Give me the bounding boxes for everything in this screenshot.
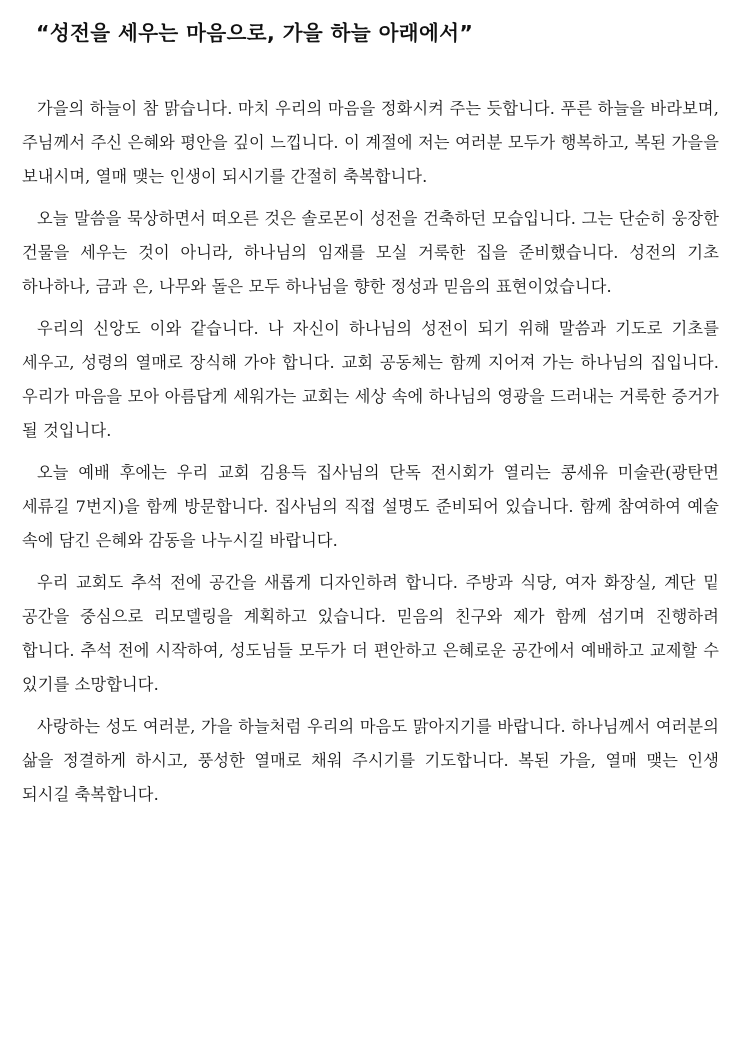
paragraph-4: 오늘 예배 후에는 우리 교회 김용득 집사님의 단독 전시회가 열리는 콩세유 미술관(광탄면 세류길 7번지)을 함께 방문합니다. 집사님의 직접 설명도 준비되어 있습니다. 함께 참여하여 예술 속에 담긴 은혜와 감동을 나누시길 바랍니다. — [22, 463, 719, 550]
document-body — [22, 92, 719, 820]
document-title: “성전을 세우는 마음으로, 가을 하늘 아래에서” — [36, 21, 474, 45]
paragraph-3: 우리의 신앙도 이와 같습니다. 나 자신이 하나님의 성전이 되기 위해 말씀과 기도로 기초를 세우고, 성령의 열매로 장식해 가야 합니다. 교회 공동체는 함께 지어져 가는 하나님의 집입니다. 우리가 마음을 모아 아름답게 세워가는 교회는 세상 속에 하나님의 영광을 드러내는 거룩한 증거가 될 것입니다. — [22, 319, 719, 440]
paragraph-5: 우리 교회도 추석 전에 공간을 새롭게 디자인하려 합니다. 주방과 식당, 여자 화장실, 계단 밑 공간을 중심으로 리모델링을 계획하고 있습니다. 믿음의 친구와 제가 함께 섬기며 진행하려 합니다. 추석 전에 시작하여, 성도님들 모두가 더 편안하고 은혜로운 공간에서 예배하고 교제할 수 있기를 소망합니다. — [22, 573, 719, 694]
paragraph-2: 오늘 말씀을 묵상하면서 떠오른 것은 솔로몬이 성전을 건축하던 모습입니다. 그는 단순히 웅장한 건물을 세우는 것이 아니라, 하나님의 임재를 모실 거룩한 집을 준비했습니다. 성전의 기초 하나하나, 금과 은, 나무와 돌은 모두 하나님을 향한 정성과 믿음의 표현이었습니다. — [22, 209, 719, 296]
paragraph-6: 사랑하는 성도 여러분, 가을 하늘처럼 우리의 마음도 맑아지기를 바랍니다. 하나님께서 여러분의 삶을 정결하게 하시고, 풍성한 열매로 채워 주시기를 기도합니다. 복된 가을, 열매 맺는 인생 되시길 축복합니다. — [22, 717, 719, 804]
paragraph-1: 가을의 하늘이 참 맑습니다. 마치 우리의 마음을 정화시켜 주는 듯합니다. 푸른 하늘을 바라보며, 주님께서 주신 은혜와 평안을 깊이 느낍니다. 이 계절에 저는 여러분 모두가 행복하고, 복된 가을을 보내시며, 열매 맺는 인생이 되시기를 간절히 축복합니다. — [22, 99, 719, 186]
